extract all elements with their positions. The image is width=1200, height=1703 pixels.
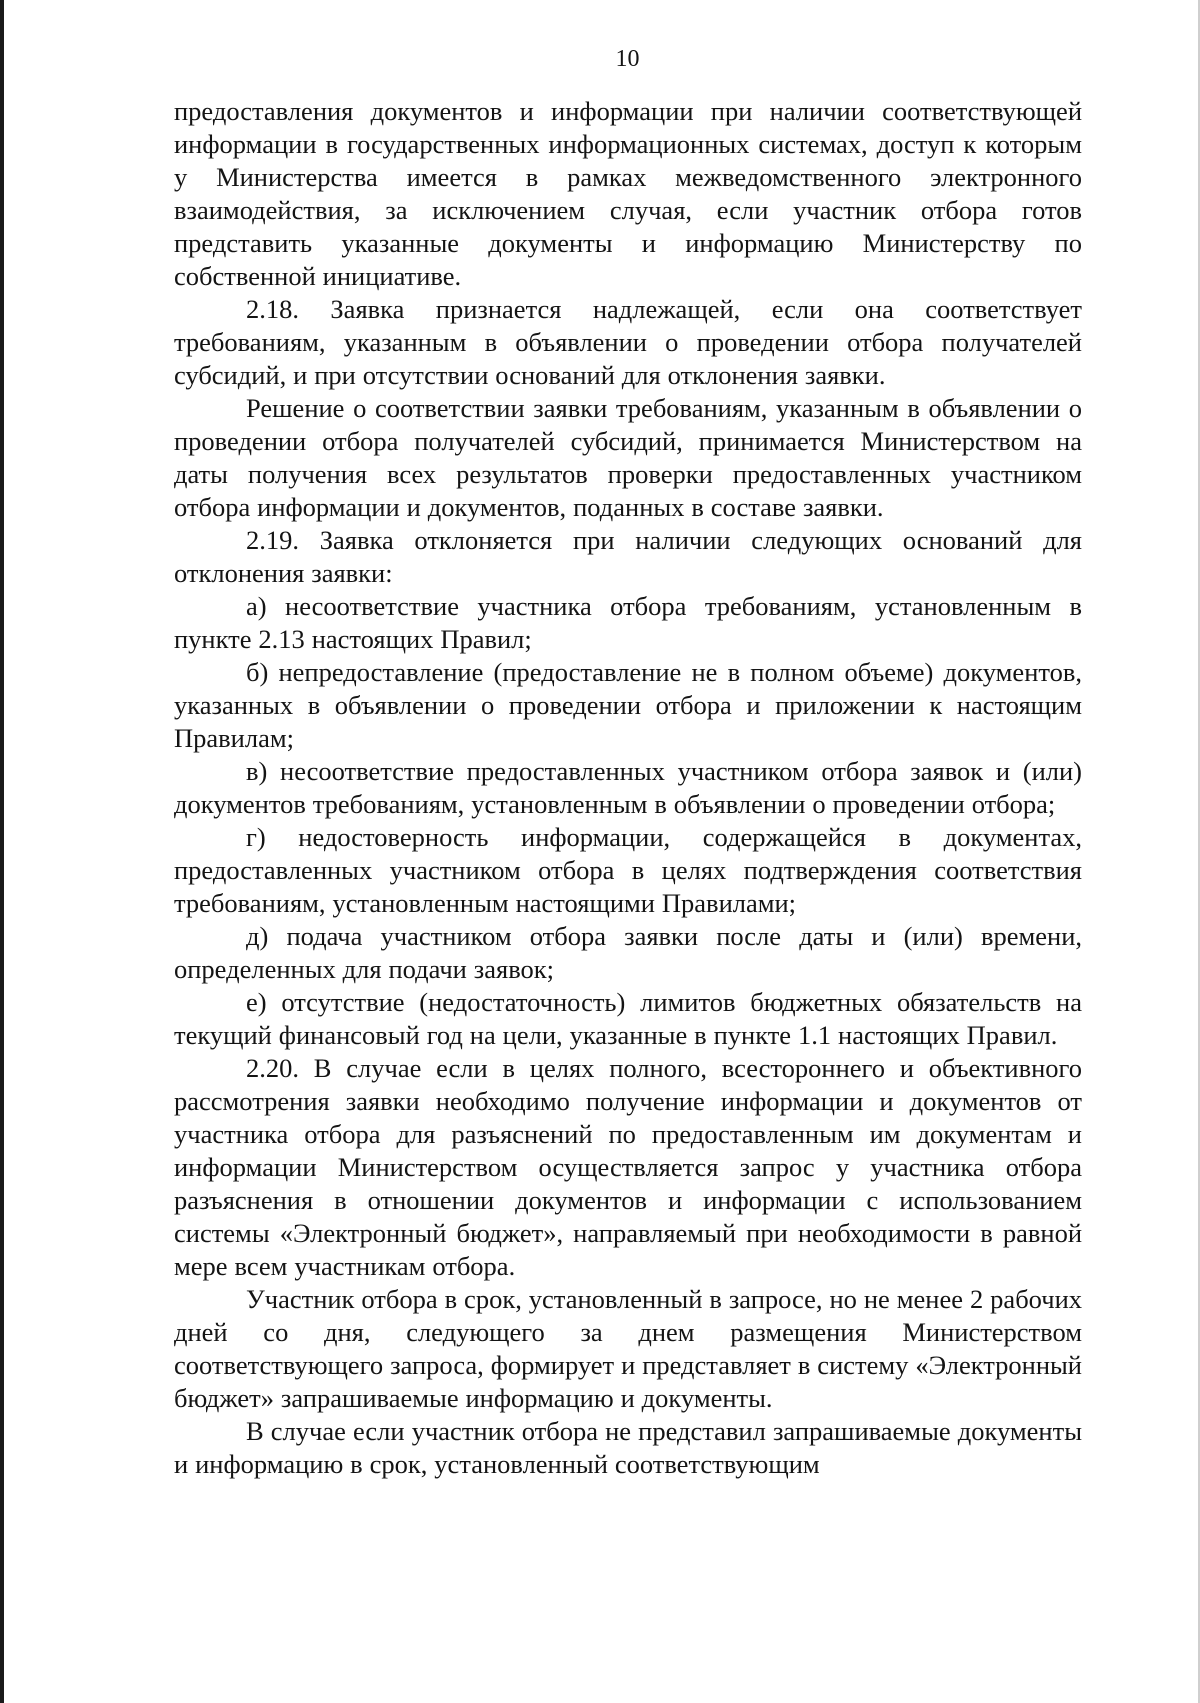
paragraph-clause-2-19: 2.19. Заявка отклоняется при наличии следующих оснований для отклонения заявки: <box>174 525 1082 588</box>
list-item-b: б) непредоставление (предоставление не в полном объеме) документов, указанных в объявлении о проведении отбора и приложении к настоящим Правилам; <box>174 657 1082 753</box>
list-item-e: е) отсутствие (недостаточность) лимитов бюджетных обязательств на текущий финансовый год на цели, указанные в пункте 1.1 настоящих Правил. <box>174 987 1082 1050</box>
list-item-v: в) несоответствие предоставленных участником отбора заявок и (или) документов требованиям, установленным в объявлении о проведении отбора; <box>174 756 1082 819</box>
paragraph-decision: Решение о соответствии заявки требованиям, указанным в объявлении о проведении отбора получателей субсидий, принимается Министерством на даты получения всех результатов проверки предоставленных участником отбора информации и документов, поданных в составе заявки. <box>174 393 1082 522</box>
paragraph-participant-deadline: Участник отбора в срок, установленный в запросе, но не менее 2 рабочих дней со дня, следующего за днем размещения Министерством соответствующего запроса, формирует и представляет в систему «Электронный бюджет» запрашиваемые информацию и документы. <box>174 1284 1082 1413</box>
paragraph-failure-to-submit: В случае если участник отбора не представил запрашиваемые документы и информацию в срок, установленный соответствующим <box>174 1416 1082 1479</box>
page-number: 10 <box>615 46 640 72</box>
paragraph-clause-2-20: 2.20. В случае если в целях полного, всестороннего и объективного рассмотрения заявки необходимо получение информации и документов от участника отбора для разъяснений по предоставленным им документам и информации Министерством осуществляется запрос у участника отбора разъяснения в отношении документов и информации с использованием системы «Электронный бюджет», направляемый при необходимости в равной мере всем участникам отбора. <box>174 1053 1082 1281</box>
list-item-g: г) недостоверность информации, содержащейся в документах, предоставленных участником отбора в целях подтверждения соответствия требованиям, установленным настоящими Правилами; <box>174 822 1082 918</box>
document-body <box>174 95 1082 1481</box>
list-item-d: д) подача участником отбора заявки после даты и (или) времени, определенных для подачи заявок; <box>174 921 1082 984</box>
scan-border-left <box>0 0 4 1703</box>
paragraph-clause-2-18: 2.18. Заявка признается надлежащей, если она соответствует требованиям, указанным в объявлении о проведении отбора получателей субсидий, и при отсутствии оснований для отклонения заявки. <box>174 294 1082 390</box>
paragraph-continuation: предоставления документов и информации при наличии соответствующей информации в государственных информационных системах, доступ к которым у Министерства имеется в рамках межведомственного электронного взаимодействия, за исключением случая, если участник отбора готов представить указанные документы и информацию Министерству по собственной инициативе. <box>174 96 1082 291</box>
list-item-a: а) несоответствие участника отбора требованиям, установленным в пункте 2.13 настоящих Правил; <box>174 591 1082 654</box>
